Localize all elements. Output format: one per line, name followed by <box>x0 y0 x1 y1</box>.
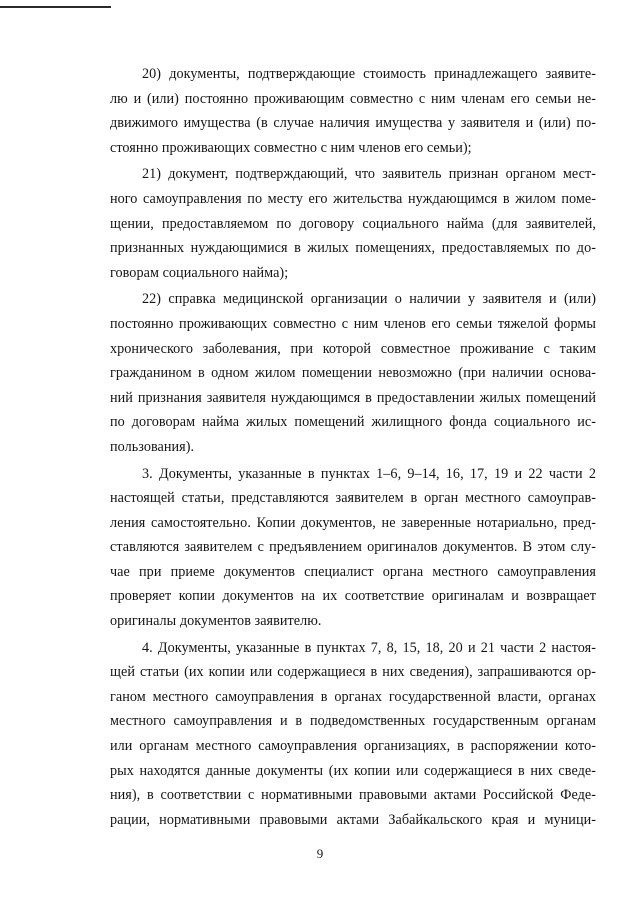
text-line: стоянно проживающих совместно с ним членов его семьи); <box>110 139 472 156</box>
document-body <box>110 62 596 834</box>
text-line: 20) документы, подтверждающие стоимость принадлежащего заявите- <box>142 66 596 82</box>
text-line: ления самостоятельно. Копии документов, не заверенные нотариально, пред- <box>110 514 596 531</box>
text-line: ний признания заявителя нуждающимся в предоставлении жилых помещений <box>110 389 596 406</box>
text-line: ганом местного самоуправления в органах государственной власти, органах <box>110 688 596 705</box>
text-line: рации, нормативными правовыми актами Забайкальского края и муници- <box>110 811 596 828</box>
paragraph-item-22 <box>110 287 596 459</box>
text-line: 3. Документы, указанные в пунктах 1–6, 9–14, 16, 17, 19 и 22 части 2 <box>142 465 596 482</box>
text-line: щении, предоставляемом по договору социального найма (для заявителей, <box>110 215 596 232</box>
text-line: оригиналы документов заявителю. <box>110 613 322 630</box>
text-line: 21) документ, подтверждающий, что заявитель признан органом мест- <box>142 166 596 183</box>
text-line: местного самоуправления и в подведомственных государственным органам <box>110 713 596 730</box>
text-line: гражданином в одном жилом помещении невозможно (при наличии основа- <box>110 365 596 382</box>
text-line: признанных нуждающимися в жилых помещениях, предоставляемых по до- <box>110 240 596 257</box>
paragraph-part-3 <box>110 462 596 634</box>
text-line: пользования). <box>110 438 195 455</box>
header-rule <box>0 6 111 8</box>
text-line: по договорам найма жилых помещений жилищного фонда социального ис- <box>110 414 596 431</box>
text-line: ния), в соответствии с нормативными правовыми актами Российской Феде- <box>110 787 596 804</box>
text-line: 22) справка медицинской организации о наличии у заявителя и (или) <box>142 291 596 308</box>
text-line: настоящей статьи, представляются заявителем в орган местного самоуправ- <box>110 490 596 507</box>
text-line: рых находятся данные документы (их копии или содержащиеся в них сведе- <box>110 762 596 779</box>
paragraph-item-20 <box>110 62 596 160</box>
page-number: 9 <box>316 846 324 861</box>
text-line: или органам местного самоуправления организациях, в распоряжении кото- <box>110 738 596 755</box>
text-line: постоянно проживающих совместно с ним членов его семьи тяжелой формы <box>110 315 596 332</box>
text-line: говорам социального найма); <box>110 264 289 281</box>
text-line: движимого имущества (в случае наличия имущества у заявителя и (или) по- <box>110 115 596 132</box>
text-line: хронического заболевания, при которой совместное проживание с таким <box>110 340 596 357</box>
text-line: 4. Документы, указанные в пунктах 7, 8, 15, 18, 20 и 21 части 2 настоя- <box>142 639 596 656</box>
paragraph-item-21 <box>110 162 596 285</box>
text-line: щей статьи (их копии или содержащиеся в них сведения), запрашиваются ор- <box>110 664 596 681</box>
text-line: ного самоуправления по месту его жительства нуждающимся в жилом поме- <box>110 190 596 207</box>
text-line: лю и (или) постоянно проживающим совместно с ним членам его семьи не- <box>110 90 596 107</box>
text-line: ставляются заявителем с предъявлением оригиналов документов. В этом слу- <box>110 539 596 556</box>
text-line: проверяет копии документов на их соответствие оригиналам и возвращает <box>110 588 596 605</box>
text-line: чае при приеме документов специалист органа местного самоуправления <box>110 563 596 580</box>
paragraph-part-4 <box>110 636 596 833</box>
